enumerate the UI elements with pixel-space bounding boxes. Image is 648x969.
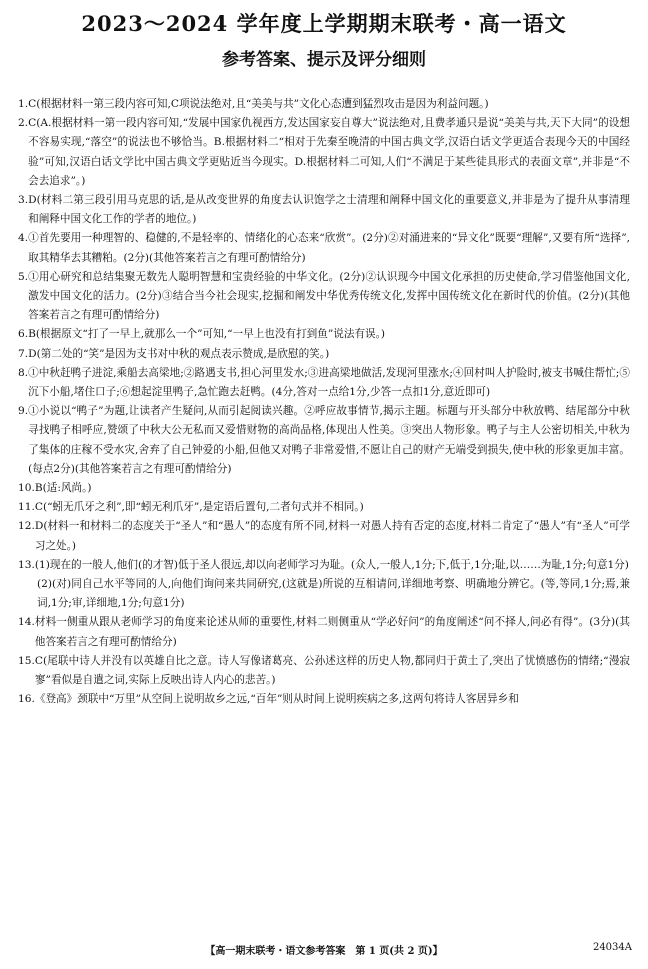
answer-number: 6. bbox=[18, 328, 29, 341]
answer-number: 1. bbox=[18, 98, 29, 110]
answer-item-13-part-1 bbox=[18, 556, 630, 575]
answer-item-12 bbox=[18, 517, 630, 555]
answer-text: B(根据原文“打了一早上,就那么一个”可知,“一早上也没有打到鱼”说法有误。) bbox=[28, 328, 386, 341]
answer-item-6 bbox=[18, 325, 630, 344]
answer-number: 8. bbox=[18, 366, 29, 379]
answer-text: D(材料一和材料二的态度关于“圣人”和“愚人”的态度有所不同,材料一对愚人持有否定的态度,材料二肯定了“愚人”有“圣人”可学习之处。) bbox=[34, 520, 630, 552]
answer-item-2 bbox=[18, 114, 630, 191]
answer-text: ①中秋赶鸭子进淀,乘船去高梁地;②路遇支书,担心河里发水;③进高梁地做活,发现河里涨水;④回村叫人护险时,被支书喊住帮忙;⑤沉下小船,堵住口子;⑥想起淀里鸭子,急忙跑去赶鸭。(4分,答对一点给1分,少答一点扣1分,意近即可) bbox=[28, 366, 630, 399]
answer-number: 2. bbox=[18, 117, 29, 130]
answer-number: 3. bbox=[18, 194, 29, 207]
answer-number: 7. bbox=[18, 347, 29, 360]
answer-number: 14. bbox=[18, 616, 35, 629]
answer-text: 《登高》颈联中“万里”从空间上说明故乡之远,“百年”则从时间上说明疾病之多,这两句将诗人客居异乡和 bbox=[34, 693, 519, 706]
answer-text: (1)现在的一般人,他们(的才智)低于圣人很远,却以向老师学习为耻。(众人,一般人,1分;下,低于,1分;耻,以……为耻,1分;句意1分) bbox=[34, 558, 629, 571]
answer-number: 16. bbox=[18, 693, 35, 706]
answer-item-4 bbox=[18, 229, 630, 267]
answer-item-16 bbox=[18, 690, 630, 709]
answer-number: 4. bbox=[18, 232, 29, 245]
answer-item-14 bbox=[18, 613, 630, 651]
answer-number: 12. bbox=[18, 520, 35, 533]
answer-number: 5. bbox=[18, 270, 29, 283]
answer-item-11 bbox=[18, 498, 630, 517]
answer-text: D(材料二第三段引用马克思的话,是从改变世界的角度去认识饱学之士清理和阐释中国文化的重要意义,并非是为了提升从事清理和阐释中国文化工作的学者的地位。) bbox=[28, 194, 630, 226]
answer-text: C(“蚓无爪牙之利”,即“蚓无利爪牙”,是定语后置句,二者句式并不相同。) bbox=[34, 501, 364, 514]
answer-number: 9. bbox=[18, 405, 29, 418]
answer-text: ①首先要用一种理智的、稳健的,不是轻率的、情绪化的心态来“欣赏”。(2分)②对涌进来的“异文化”既要“理解”,又要有所“选择”,取其精华去其糟粕。(2分)(其他答案若言之有理可酌情给分) bbox=[28, 232, 630, 264]
answer-item-13-part-2 bbox=[18, 575, 630, 613]
answer-text: C(A.根据材料一第一段内容可知,“发展中国家仇视西方,发达国家妄自尊大”说法绝对,且费孝通只是说“美美与共,天下大同”的设想不容易实现,“落空”的说法也不够恰当。B.根据材料二“相对于先秦至晚清的中国古典文学,汉语白话文学更适合表现今天的中国经验”可知,汉语白话文学比中国古典文学更贴近当今现实。D.根据材料二可知,人们“不满足于某些徒具形式的表面文章”,并非是“不会去追求”。) bbox=[28, 117, 630, 187]
footer-page-info: 【高一期末联考・语文参考答案 第 1 页(共 2 页)】 bbox=[205, 946, 443, 957]
answer-number: 15. bbox=[18, 654, 35, 667]
answer-item-7 bbox=[18, 345, 630, 364]
page-title: 2023～2024 学年度上学期期末联考・高一语文 bbox=[81, 11, 567, 36]
answer-text: B(适:风尚。) bbox=[34, 482, 92, 495]
answer-text: C(尾联中诗人并没有以英雄自比之意。诗人写像诸葛亮、公孙述这样的历史人物,都同归于黄土了,突出了忧愤感伤的情绪;“漫寂寥”看似是自遣之词,实际上反映出诗人内心的悲苦。) bbox=[34, 654, 630, 687]
answer-text: (2)(对)同自己水平等同的人,向他们询问来共同研究,(这就是)所说的互相请问,详细地考察、明确地分辨它。(等,等同,1分;焉,兼词,1分;审,详细地,1分;句意1分) bbox=[37, 578, 630, 610]
answer-item-3 bbox=[18, 191, 630, 229]
answer-list bbox=[18, 95, 630, 710]
answer-text: D(第二处的“笑”是因为支书对中秋的观点表示赞成,是欣慰的笑。) bbox=[28, 347, 330, 360]
answer-item-9 bbox=[18, 402, 630, 479]
page-footer bbox=[0, 942, 648, 958]
page-subtitle: 参考答案、提示及评分细则 bbox=[222, 50, 426, 70]
answer-text: ①小说以“鸭子”为题,让读者产生疑问,从而引起阅读兴趣。②呼应故事情节,揭示主题。标题与开头部分中秋放鸭、结尾部分中秋寻找鸭子相呼应,赞颂了中秋大公无私而又爱惜财物的高尚品格,体现出人性美。③突出人物形象。鸭子与主人公密切相关,中秋为了集体的庄稼不受水灾,舍弃了自己钟爱的小船,但他又对鸭子非常爱惜,不愿让自己的财产无端受到损失,使中秋的形象更加丰富。(每点2分)(其他答案若言之有理可酌情给分) bbox=[28, 405, 630, 475]
answer-number: 13. bbox=[18, 558, 35, 571]
answer-item-15 bbox=[18, 652, 630, 690]
answer-text: 材料一侧重从跟从老师学习的角度来论述从师的重要性,材料二则侧重从“学必好问”的角度阐述“问不择人,问必有得”。(3分)(其他答案若言之有理可酌情给分) bbox=[34, 616, 630, 648]
answer-text: ①用心研究和总结集聚无数先人聪明智慧和宝贵经验的中华文化。(2分)②认识现今中国文化承担的历史使命,学习借鉴他国文化,激发中国文化的活力。(2分)③结合当今社会现实,挖掘和阐发中华优秀传统文化,发挥中国传统文化在新时代的价值。(2分)(其他答案若言之有理可酌情给分) bbox=[28, 270, 630, 322]
answer-item-8 bbox=[18, 364, 630, 402]
answer-number: 11. bbox=[18, 501, 35, 514]
answer-item-5 bbox=[18, 268, 630, 326]
answer-item-10 bbox=[18, 479, 630, 498]
answer-text: C(根据材料一第三段内容可知,C项说法绝对,且“美美与共”文化心态遭到猛烈攻击是因为利益问题。) bbox=[28, 98, 489, 110]
answer-item-1 bbox=[18, 95, 630, 114]
answer-number: 10. bbox=[18, 482, 35, 495]
footer-doc-code: 24034A bbox=[592, 942, 632, 953]
